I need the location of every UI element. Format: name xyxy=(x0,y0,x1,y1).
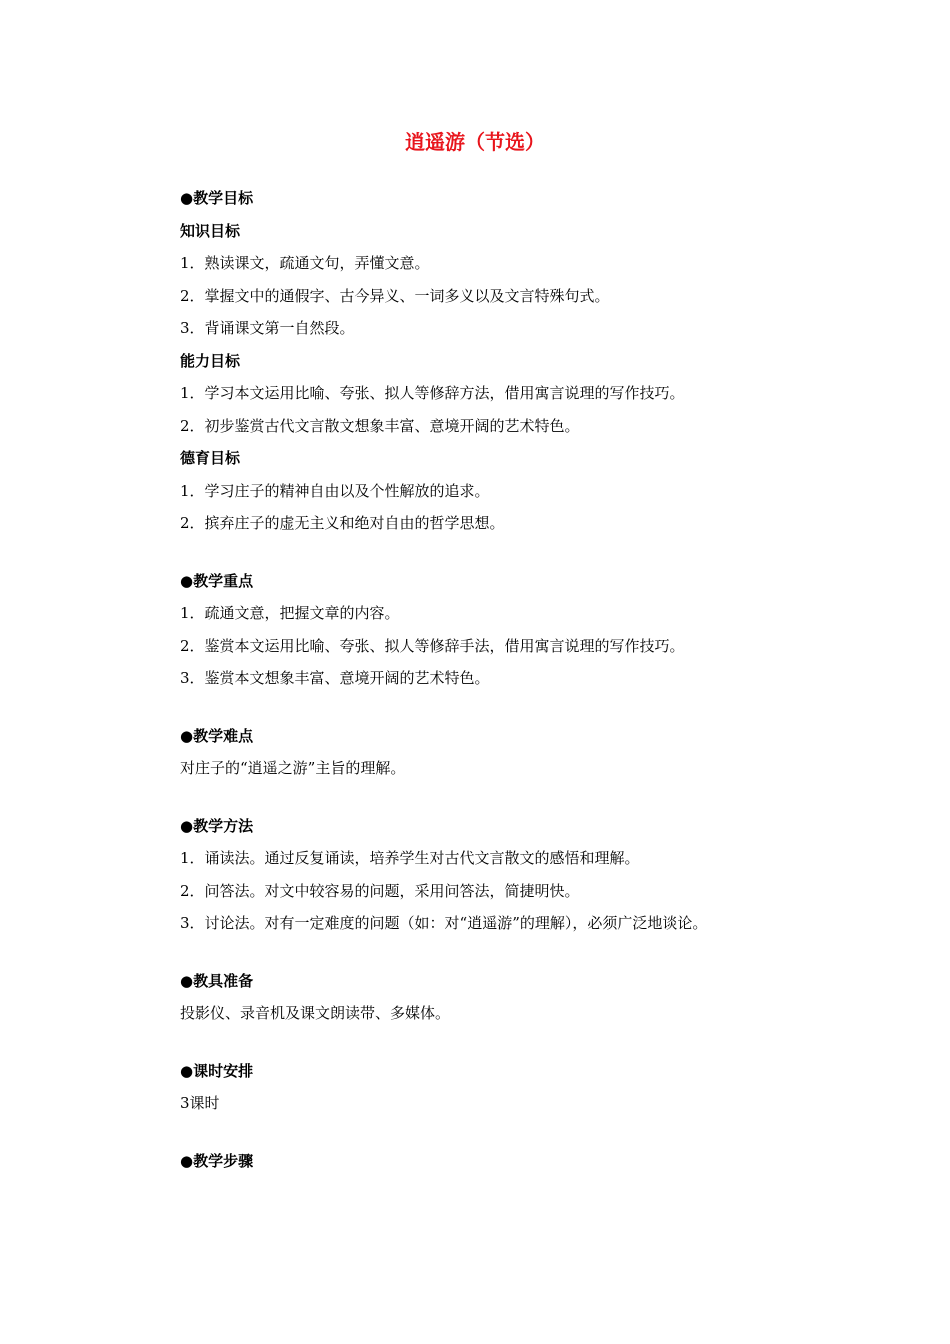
section-schedule xyxy=(180,1055,820,1120)
subheading-ability: 能力目标 xyxy=(180,351,241,370)
section-heading: ●课时安排 xyxy=(180,1061,254,1080)
subheading-knowledge: 知识目标 xyxy=(180,221,241,240)
section-heading: ●教学步骤 xyxy=(180,1151,254,1170)
section-goals xyxy=(180,182,820,540)
section-gap xyxy=(180,785,820,810)
section-gap xyxy=(180,540,820,565)
list-item: 3．背诵课文第一自然段。 xyxy=(180,319,355,337)
list-item: 2．问答法。对文中较容易的问题，采用问答法，简捷明快。 xyxy=(180,881,580,900)
section-key-points xyxy=(180,565,820,695)
section-gap xyxy=(180,695,820,720)
list-item: 3．鉴赏本文想象丰富、意境开阔的艺术特色。 xyxy=(180,669,490,687)
list-item: 1．学习本文运用比喻、夸张、拟人等修辞方法，借用寓言说理的写作技巧。 xyxy=(180,384,685,402)
list-item: 2．鉴赏本文运用比喻、夸张、拟人等修辞手法，借用寓言说理的写作技巧。 xyxy=(180,636,685,655)
section-gap xyxy=(180,940,820,965)
paragraph: 对庄子的“逍遥之游”主旨的理解。 xyxy=(180,759,406,777)
section-heading: ●教学方法 xyxy=(180,816,254,835)
list-item: 1．诵读法。通过反复诵读，培养学生对古代文言散文的感悟和理解。 xyxy=(180,849,640,867)
paragraph: 3课时 xyxy=(180,1094,220,1112)
section-heading: ●教学目标 xyxy=(180,189,254,207)
section-heading: ●教学重点 xyxy=(180,571,254,590)
list-item: 1．熟读课文，疏通文句，弄懂文意。 xyxy=(180,254,430,272)
section-heading: ●教学难点 xyxy=(180,726,254,745)
section-gap xyxy=(180,1030,820,1055)
list-item: 2．掌握文中的通假字、古今异义、一词多义以及文言特殊句式。 xyxy=(180,286,610,305)
list-item: 2．摈弃庄子的虚无主义和绝对自由的哲学思想。 xyxy=(180,514,505,532)
section-steps xyxy=(180,1145,820,1178)
section-heading: ●教具准备 xyxy=(180,971,254,990)
section-gap xyxy=(180,1120,820,1145)
list-item: 2．初步鉴赏古代文言散文想象丰富、意境开阔的艺术特色。 xyxy=(180,416,580,435)
list-item: 1．疏通文意，把握文章的内容。 xyxy=(180,604,400,622)
section-tools xyxy=(180,965,820,1030)
section-difficulties xyxy=(180,720,820,785)
paragraph: 投影仪、录音机及课文朗读带、多媒体。 xyxy=(180,1004,451,1022)
list-item: 3．讨论法。对有一定难度的问题（如：对“逍遥游”的理解），必须广泛地谈论。 xyxy=(180,914,708,932)
list-item: 1．学习庄子的精神自由以及个性解放的追求。 xyxy=(180,481,490,500)
section-methods xyxy=(180,810,820,940)
page-title: 逍遥游（节选） xyxy=(405,130,545,154)
subheading-moral: 德育目标 xyxy=(180,449,241,467)
document-body xyxy=(180,182,820,1177)
